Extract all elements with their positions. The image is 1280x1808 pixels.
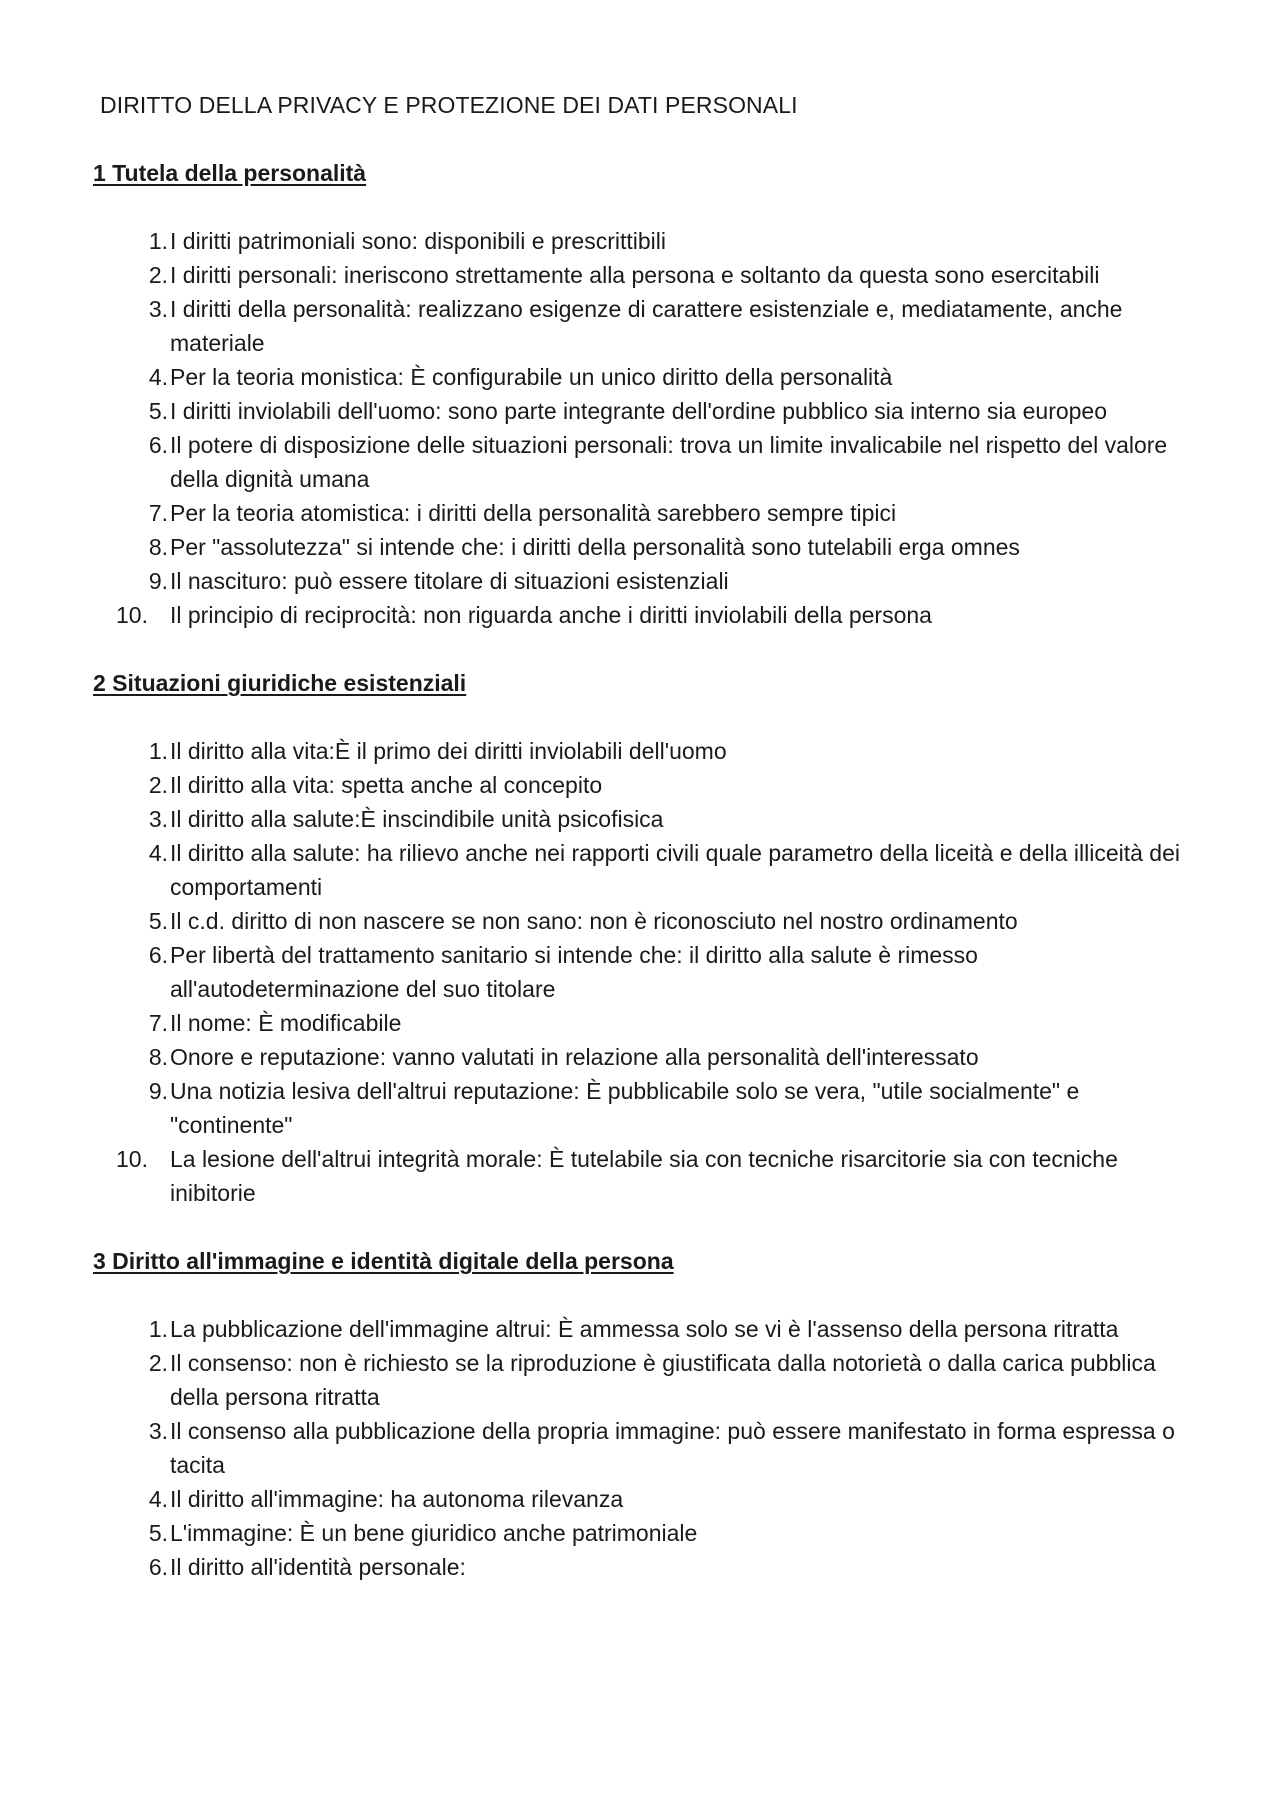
list-item-text: I diritti personali: ineriscono strettamente alla persona e soltanto da questa sono esercitabili — [170, 262, 1100, 288]
list-item — [93, 836, 1200, 904]
list-item — [93, 1312, 1200, 1346]
list-item-text: Il diritto alla vita:È il primo dei diritti inviolabili dell'uomo — [170, 738, 727, 764]
list-item-text: Il nascituro: può essere titolare di situazioni esistenziali — [170, 568, 729, 594]
list-item-text: Per libertà del trattamento sanitario si intende che: il diritto alla salute è rimesso all'autodeterminazione del suo titolare — [170, 942, 978, 1002]
list-item-text: Onore e reputazione: vanno valutati in relazione alla personalità dell'interessato — [170, 1044, 979, 1070]
list-item — [93, 564, 1200, 598]
numbered-list — [93, 1312, 1200, 1584]
list-item-number: 3. — [148, 1418, 168, 1444]
document-body — [93, 156, 1200, 1584]
list-item-number: 4. — [148, 840, 168, 866]
list-item-text: Per la teoria monistica: È configurabile un unico diritto della personalità — [170, 364, 893, 390]
list-item — [93, 394, 1200, 428]
list-item — [93, 1550, 1200, 1584]
list-item — [93, 360, 1200, 394]
list-item — [93, 1346, 1200, 1414]
list-item-text: Il consenso: non è richiesto se la riproduzione è giustificata dalla notorietà o dalla carica pubblica della persona ritratta — [170, 1350, 1156, 1410]
list-item — [93, 1006, 1200, 1040]
list-item-number: 3. — [148, 296, 168, 322]
document-title: DIRITTO DELLA PRIVACY E PROTEZIONE DEI DATI PERSONALI — [100, 92, 798, 118]
list-item-number: 7. — [148, 500, 168, 526]
list-item-number: 2. — [148, 1350, 168, 1376]
section-heading: 1 Tutela della personalità — [93, 160, 367, 186]
list-item — [93, 530, 1200, 564]
list-item-text: Il diritto alla salute: ha rilievo anche nei rapporti civili quale parametro della liceità e della illiceità dei comportamenti — [170, 840, 1180, 900]
list-item-number: 7. — [148, 1010, 168, 1036]
list-item — [93, 768, 1200, 802]
list-item — [93, 428, 1200, 496]
list-item — [93, 904, 1200, 938]
numbered-list — [93, 734, 1200, 1210]
list-item-number: 5. — [148, 1520, 168, 1546]
list-item-number: 6. — [148, 432, 168, 458]
list-item-number: 2. — [148, 772, 168, 798]
list-item-number: 1. — [148, 228, 168, 254]
list-item — [93, 1516, 1200, 1550]
list-item-text: Il potere di disposizione delle situazioni personali: trova un limite invalicabile nel rispetto del valore della dignità umana — [170, 432, 1168, 492]
list-item-number: 1. — [148, 738, 168, 764]
list-item-text: Il consenso alla pubblicazione della propria immagine: può essere manifestato in forma espressa o tacita — [170, 1418, 1175, 1478]
list-item-number: 8. — [148, 534, 168, 560]
list-item-text: Una notizia lesiva dell'altrui reputazione: È pubblicabile solo se vera, "utile socialmente" e "continente" — [170, 1078, 1080, 1138]
list-item — [93, 224, 1200, 258]
list-item-number: 4. — [148, 1486, 168, 1512]
section-heading: 2 Situazioni giuridiche esistenziali — [93, 670, 467, 696]
list-item — [93, 1074, 1200, 1142]
list-item-text: La pubblicazione dell'immagine altrui: È ammessa solo se vi è l'assenso della persona ritratta — [170, 1316, 1119, 1342]
list-item-number: 5. — [148, 908, 168, 934]
numbered-list — [93, 224, 1200, 632]
list-item-text: Per "assolutezza" si intende che: i diritti della personalità sono tutelabili erga omnes — [170, 534, 1020, 560]
list-item-number: 9. — [148, 568, 168, 594]
list-item-number: 10. — [116, 1146, 148, 1172]
list-item-text: Il principio di reciprocità: non riguarda anche i diritti inviolabili della persona — [170, 602, 932, 628]
list-item — [93, 1142, 1200, 1210]
list-item-text: I diritti inviolabili dell'uomo: sono parte integrante dell'ordine pubblico sia interno sia europeo — [170, 398, 1108, 424]
list-item-number: 5. — [148, 398, 168, 424]
section-heading: 3 Diritto all'immagine e identità digitale della persona — [93, 1248, 674, 1274]
list-item-number: 8. — [148, 1044, 168, 1070]
list-item — [93, 292, 1200, 360]
list-item-number: 6. — [148, 942, 168, 968]
list-item-text: Il nome: È modificabile — [170, 1010, 402, 1036]
list-item-text: Il c.d. diritto di non nascere se non sano: non è riconosciuto nel nostro ordinamento — [170, 908, 1018, 934]
list-item — [93, 734, 1200, 768]
list-item-text: Il diritto alla salute:È inscindibile unità psicofisica — [170, 806, 664, 832]
list-item-number: 10. — [116, 602, 148, 628]
list-item-number: 1. — [148, 1316, 168, 1342]
list-item — [93, 1482, 1200, 1516]
list-item — [93, 1040, 1200, 1074]
list-item — [93, 938, 1200, 1006]
list-item — [93, 258, 1200, 292]
list-item — [93, 598, 1200, 632]
list-item — [93, 1414, 1200, 1482]
list-item-text: I diritti della personalità: realizzano esigenze di carattere esistenziale e, mediatamente, anche materiale — [170, 296, 1123, 356]
list-item — [93, 496, 1200, 530]
list-item-text: Il diritto alla vita: spetta anche al concepito — [170, 772, 603, 798]
list-item-number: 6. — [148, 1554, 168, 1580]
list-item-number: 3. — [148, 806, 168, 832]
list-item-text: Il diritto all'immagine: ha autonoma rilevanza — [170, 1486, 624, 1512]
list-item-text: I diritti patrimoniali sono: disponibili e prescrittibili — [170, 228, 666, 254]
list-item-number: 9. — [148, 1078, 168, 1104]
list-item-number: 2. — [148, 262, 168, 288]
list-item-text: Per la teoria atomistica: i diritti della personalità sarebbero sempre tipici — [170, 500, 897, 526]
list-item-number: 4. — [148, 364, 168, 390]
list-item-text: L'immagine: È un bene giuridico anche patrimoniale — [170, 1520, 698, 1546]
list-item-text: La lesione dell'altrui integrità morale: È tutelabile sia con tecniche risarcitorie sia con tecniche inibitorie — [170, 1146, 1118, 1206]
list-item-text: Il diritto all'identità personale: — [170, 1554, 466, 1580]
list-item — [93, 802, 1200, 836]
